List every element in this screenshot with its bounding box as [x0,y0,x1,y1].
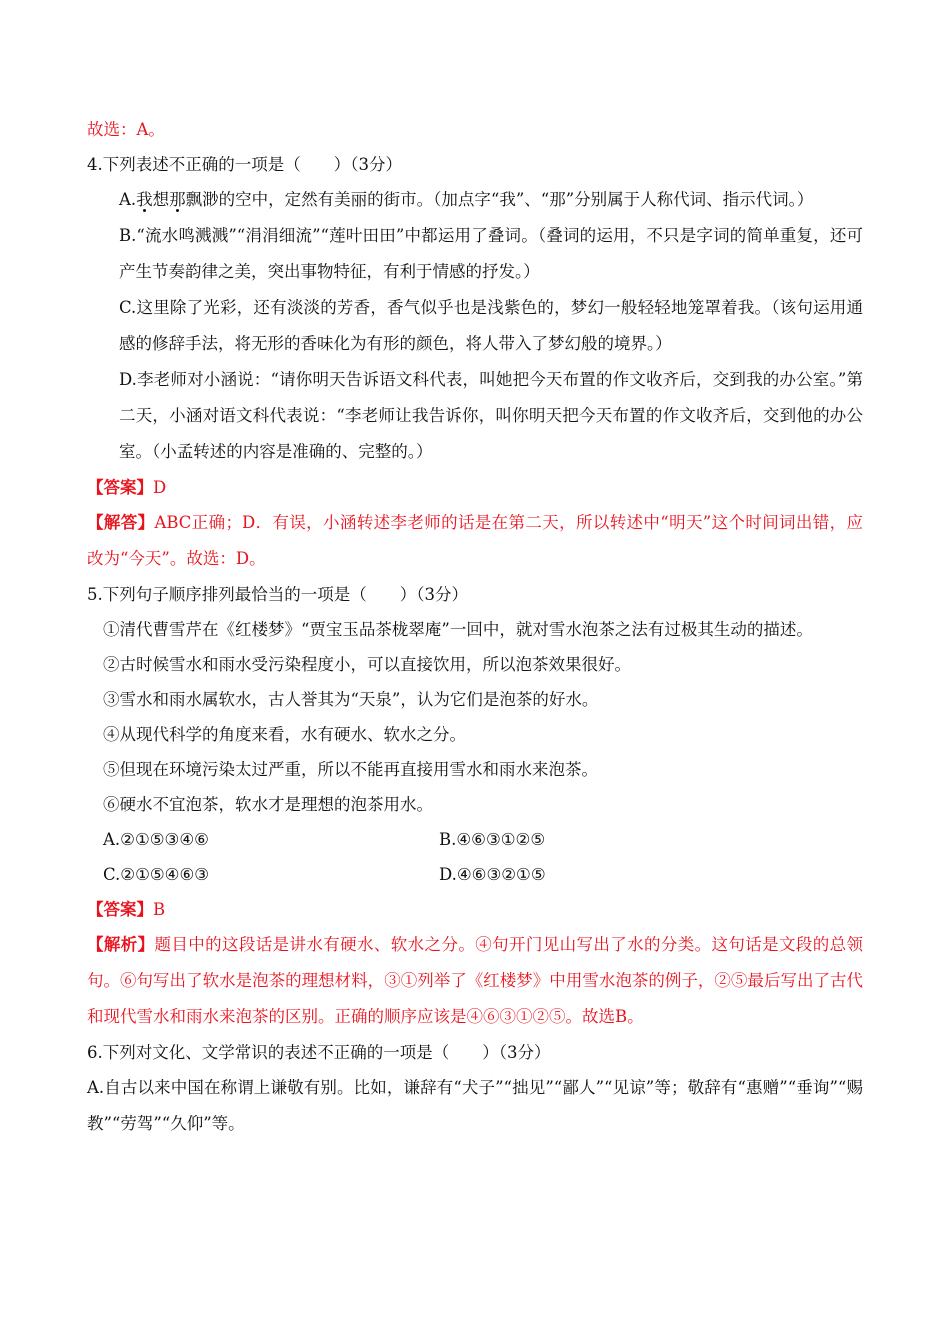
dotted-char-na: 那 [169,190,186,209]
question-4-option-d: D.李老师对小涵说：“请你明天告诉语文科代表，叫她把今天布置的作文收齐后，交到我的办公室。”第二天，小涵对语文科代表说：“李老师让我告诉你，叫你明天把今天布置的作文收齐后，交到他的办公室。（小孟转述的内容是准确的、完整的。） [119,370,863,461]
previous-answer-line: 故选：A。 [87,120,165,139]
question-4-option-a [87,182,863,218]
sentence-4: ④从现代科学的角度来看，水有硬水、软水之分。 [103,725,466,744]
question-6-option-a: A.自古以来中国在称谓上谦敬有别。比如，谦辞有“犬子”“拙见”“鄙人”“见谅”等；敬辞有“惠赠”“垂询”“赐教”“劳驾”“久仰”等。 [87,1078,863,1133]
sentence-2: ②古时候雪水和雨水受污染程度小，可以直接饮用，所以泡茶效果很好。 [103,655,631,674]
sentence-1: ①清代曹雪芹在《红楼梦》“贾宝玉品茶栊翠庵”一回中，就对雪水泡茶之法有过极其生动的描述。 [103,620,813,639]
question-4-stem: 4.下列表述不正确的一项是（ ）（3分） [87,155,402,174]
option-a-prefix: A. [119,190,137,209]
document-page [87,112,863,1142]
question-5-options-row-2 [87,857,863,892]
question-4-answer [87,470,863,505]
question-5-explanation [87,927,863,1035]
sentence-3: ③雪水和雨水属软水，古人誉其为“天泉”，认为它们是泡茶的好水。 [103,690,599,709]
option-a-char: 想 [152,190,170,209]
question-5-answer [87,892,863,927]
option-a-text: 飘渺的空中，定然有美丽的街市。（加点字“我”、“那”分别属于人称代词、指示代词。） [185,190,814,209]
answer-label: 【答案】 [87,478,153,497]
question-5-stem: 5.下列句子顺序排列最恰当的一项是（ ）（3分） [87,585,468,604]
question-6-stem: 6.下列对文化、文学常识的表述不正确的一项是（ ）（3分） [87,1043,551,1062]
question-5-option-c: C.②①⑤④⑥③ [103,865,210,884]
answer-label: 【答案】 [87,900,153,919]
answer-value: B [153,900,166,919]
sentence-6: ⑥硬水不宜泡茶，软水才是理想的泡茶用水。 [103,795,433,814]
question-5-option-d: D.④⑥③②①⑤ [439,865,546,884]
explanation-label: 【解答】 [87,513,155,532]
dotted-char-wo: 我 [136,190,153,209]
question-5-option-b: B.④⑥③①②⑤ [439,830,546,849]
explanation-text: ABC正确；D．有误，小涵转述李老师的话是在第二天，所以转述中“明天”这个时间词出错，应改为“今天”。故选：D。 [87,513,863,568]
question-5-options-row-1 [87,822,863,857]
explanation-label: 【解析】 [87,935,155,954]
question-4-option-b: B.“流水鸣溅溅”“涓涓细流”“莲叶田田”中都运用了叠词。（叠词的运用，不只是字词的简单重复，还可产生节奏韵律之美，突出事物特征，有利于情感的抒发。） [119,226,863,281]
sentence-5: ⑤但现在环境污染太过严重，所以不能再直接用雪水和雨水来泡茶。 [103,760,598,779]
question-4-explanation [87,505,863,577]
question-5-option-a: A.②①⑤③④⑥ [103,830,209,849]
answer-value: D [153,478,167,497]
question-4-option-c: C.这里除了光彩，还有淡淡的芳香，香气似乎也是浅紫色的，梦幻一般轻轻地笼罩着我。（该句运用通感的修辞手法，将无形的香味化为有形的颜色，将人带入了梦幻般的境界。） [119,298,863,353]
explanation-text: 题目中的这段话是讲水有硬水、软水之分。④句开门见山写出了水的分类。这句话是文段的总领句。⑥句写出了软水是泡茶的理想材料，③①列举了《红楼梦》中用雪水泡茶的例子，②⑤最后写出了古代和现代雪水和雨水来泡茶的区别。正确的顺序应该是④⑥③①②⑤。故选B。 [87,935,864,1026]
